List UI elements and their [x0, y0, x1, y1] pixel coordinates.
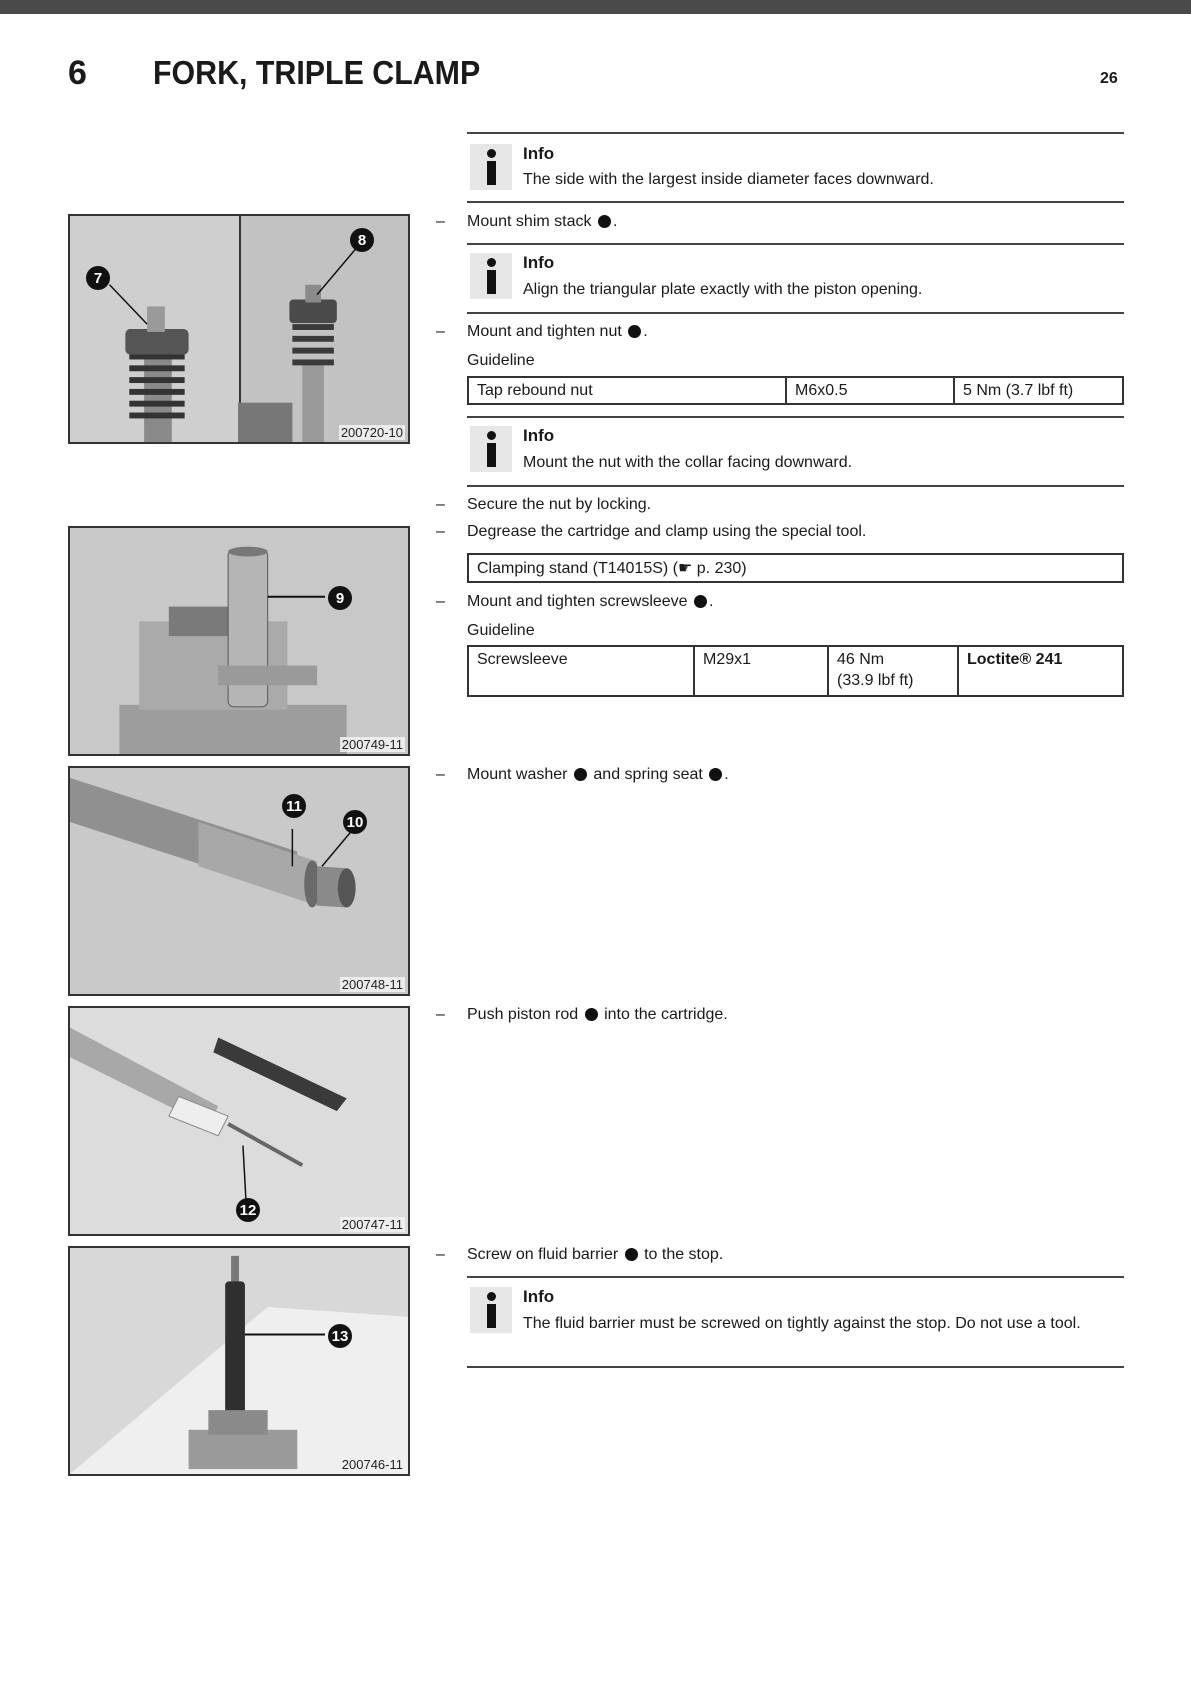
info-heading: Info [523, 1287, 555, 1306]
step-dash: – [436, 1006, 445, 1023]
guideline-label: Guideline [467, 352, 535, 369]
spec-torque [828, 646, 958, 696]
info-text: The fluid barrier must be screwed on tightly against the stop. Do not use a tool. [523, 1315, 1081, 1332]
step-text: Mount washer [467, 766, 568, 783]
divider [467, 132, 1124, 134]
info-icon [470, 1287, 512, 1333]
spec-thread: M6x0.5 [786, 377, 954, 404]
figure-fluid-barrier [68, 1246, 410, 1476]
step-secure-nut: Secure the nut by locking. [467, 496, 652, 513]
step-text: Mount and tighten screwsleeve [467, 593, 688, 610]
info-icon [470, 253, 512, 299]
figure-id: 200748-11 [341, 977, 403, 992]
spec-thread: M29x1 [694, 646, 828, 696]
info-heading: Info [523, 426, 555, 445]
info-heading: Info [523, 253, 555, 272]
callout-ref-icon [574, 768, 587, 781]
figure-screwsleeve [68, 526, 410, 756]
step-degrease: Degrease the cartridge and clamp using the special tool. [467, 523, 867, 540]
screwsleeve-photo [70, 528, 408, 754]
figure-id: 200720-10 [340, 425, 403, 440]
step-mount-nut [467, 323, 648, 341]
washer-photo [70, 768, 408, 994]
spec-torque-lbf: (33.9 lbf ft) [837, 672, 914, 689]
info-icon [470, 144, 512, 190]
chapter-title: FORK, TRIPLE CLAMP [153, 54, 481, 91]
divider [467, 1366, 1124, 1368]
step-push-piston-rod [467, 1006, 728, 1024]
step-dash: – [436, 523, 445, 540]
step-text: to the stop. [644, 1246, 724, 1263]
callout-11: 11 [282, 794, 306, 818]
step-text: . [709, 593, 714, 610]
callout-ref-icon [625, 1248, 638, 1261]
chapter-number: 6 [68, 54, 88, 92]
callout-ref-icon [585, 1008, 598, 1021]
info-text: Align the triangular plate exactly with the piston opening. [523, 281, 923, 298]
figure-shim-stack [68, 214, 410, 444]
top-bar [0, 0, 1191, 14]
figure-id: 200749-11 [341, 737, 403, 752]
step-dash: – [436, 213, 445, 230]
step-text: and spring seat [593, 766, 703, 783]
step-mount-washer [467, 766, 729, 784]
divider [467, 1276, 1124, 1278]
spec-table-screwsleeve [467, 645, 1124, 697]
callout-8: 8 [350, 228, 374, 252]
callout-10: 10 [343, 810, 367, 834]
callout-13: 13 [328, 1324, 352, 1348]
spec-table-rebound-nut [467, 376, 1124, 405]
figure-piston-rod [68, 1006, 410, 1236]
step-screw-fluid-barrier [467, 1246, 723, 1264]
callout-7: 7 [86, 266, 110, 290]
guideline-label: Guideline [467, 622, 535, 639]
step-text: Screw on fluid barrier [467, 1246, 619, 1263]
spec-torque-nm: 46 Nm [837, 651, 885, 668]
info-text: The side with the largest inside diameter faces downward. [523, 171, 934, 188]
callout-ref-icon [628, 325, 641, 338]
callout-ref-icon [709, 768, 722, 781]
step-text: Mount and tighten nut [467, 323, 622, 340]
spec-torque: 5 Nm (3.7 lbf ft) [954, 377, 1123, 404]
step-dash: – [436, 593, 445, 610]
callout-ref-icon [694, 595, 707, 608]
step-dash: – [436, 766, 445, 783]
spec-name: Screwsleeve [468, 646, 694, 696]
special-tool-box: Clamping stand (T14015S) (☛ p. 230) [467, 553, 1124, 583]
step-mount-screwsleeve [467, 593, 713, 611]
figure-id: 200747-11 [341, 1217, 403, 1232]
step-text: Mount shim stack [467, 213, 592, 230]
step-text: Push piston rod [467, 1006, 579, 1023]
info-icon [470, 426, 512, 472]
divider [467, 485, 1124, 487]
figure-washer-spring-seat [68, 766, 410, 996]
divider [467, 312, 1124, 314]
divider [467, 416, 1124, 418]
callout-12: 12 [236, 1198, 260, 1222]
step-text: . [724, 766, 729, 783]
info-text: Mount the nut with the collar facing downward. [523, 454, 853, 471]
callout-ref-icon [598, 215, 611, 228]
step-dash: – [436, 496, 445, 513]
step-text: . [612, 213, 618, 230]
figure-id: 200746-11 [341, 1457, 403, 1472]
step-text: . [643, 323, 648, 340]
step-mount-shim-stack [467, 213, 617, 231]
spec-loctite: Loctite® 241 [958, 646, 1123, 696]
spec-name: Tap rebound nut [468, 377, 786, 404]
info-heading: Info [523, 144, 555, 163]
page-number: 26 [1100, 70, 1118, 87]
divider [467, 243, 1124, 245]
step-dash: – [436, 323, 445, 340]
step-dash: – [436, 1246, 445, 1263]
fluid-barrier-photo [70, 1248, 408, 1474]
divider [467, 201, 1124, 203]
callout-9: 9 [328, 586, 352, 610]
step-text: into the cartridge. [604, 1006, 728, 1023]
